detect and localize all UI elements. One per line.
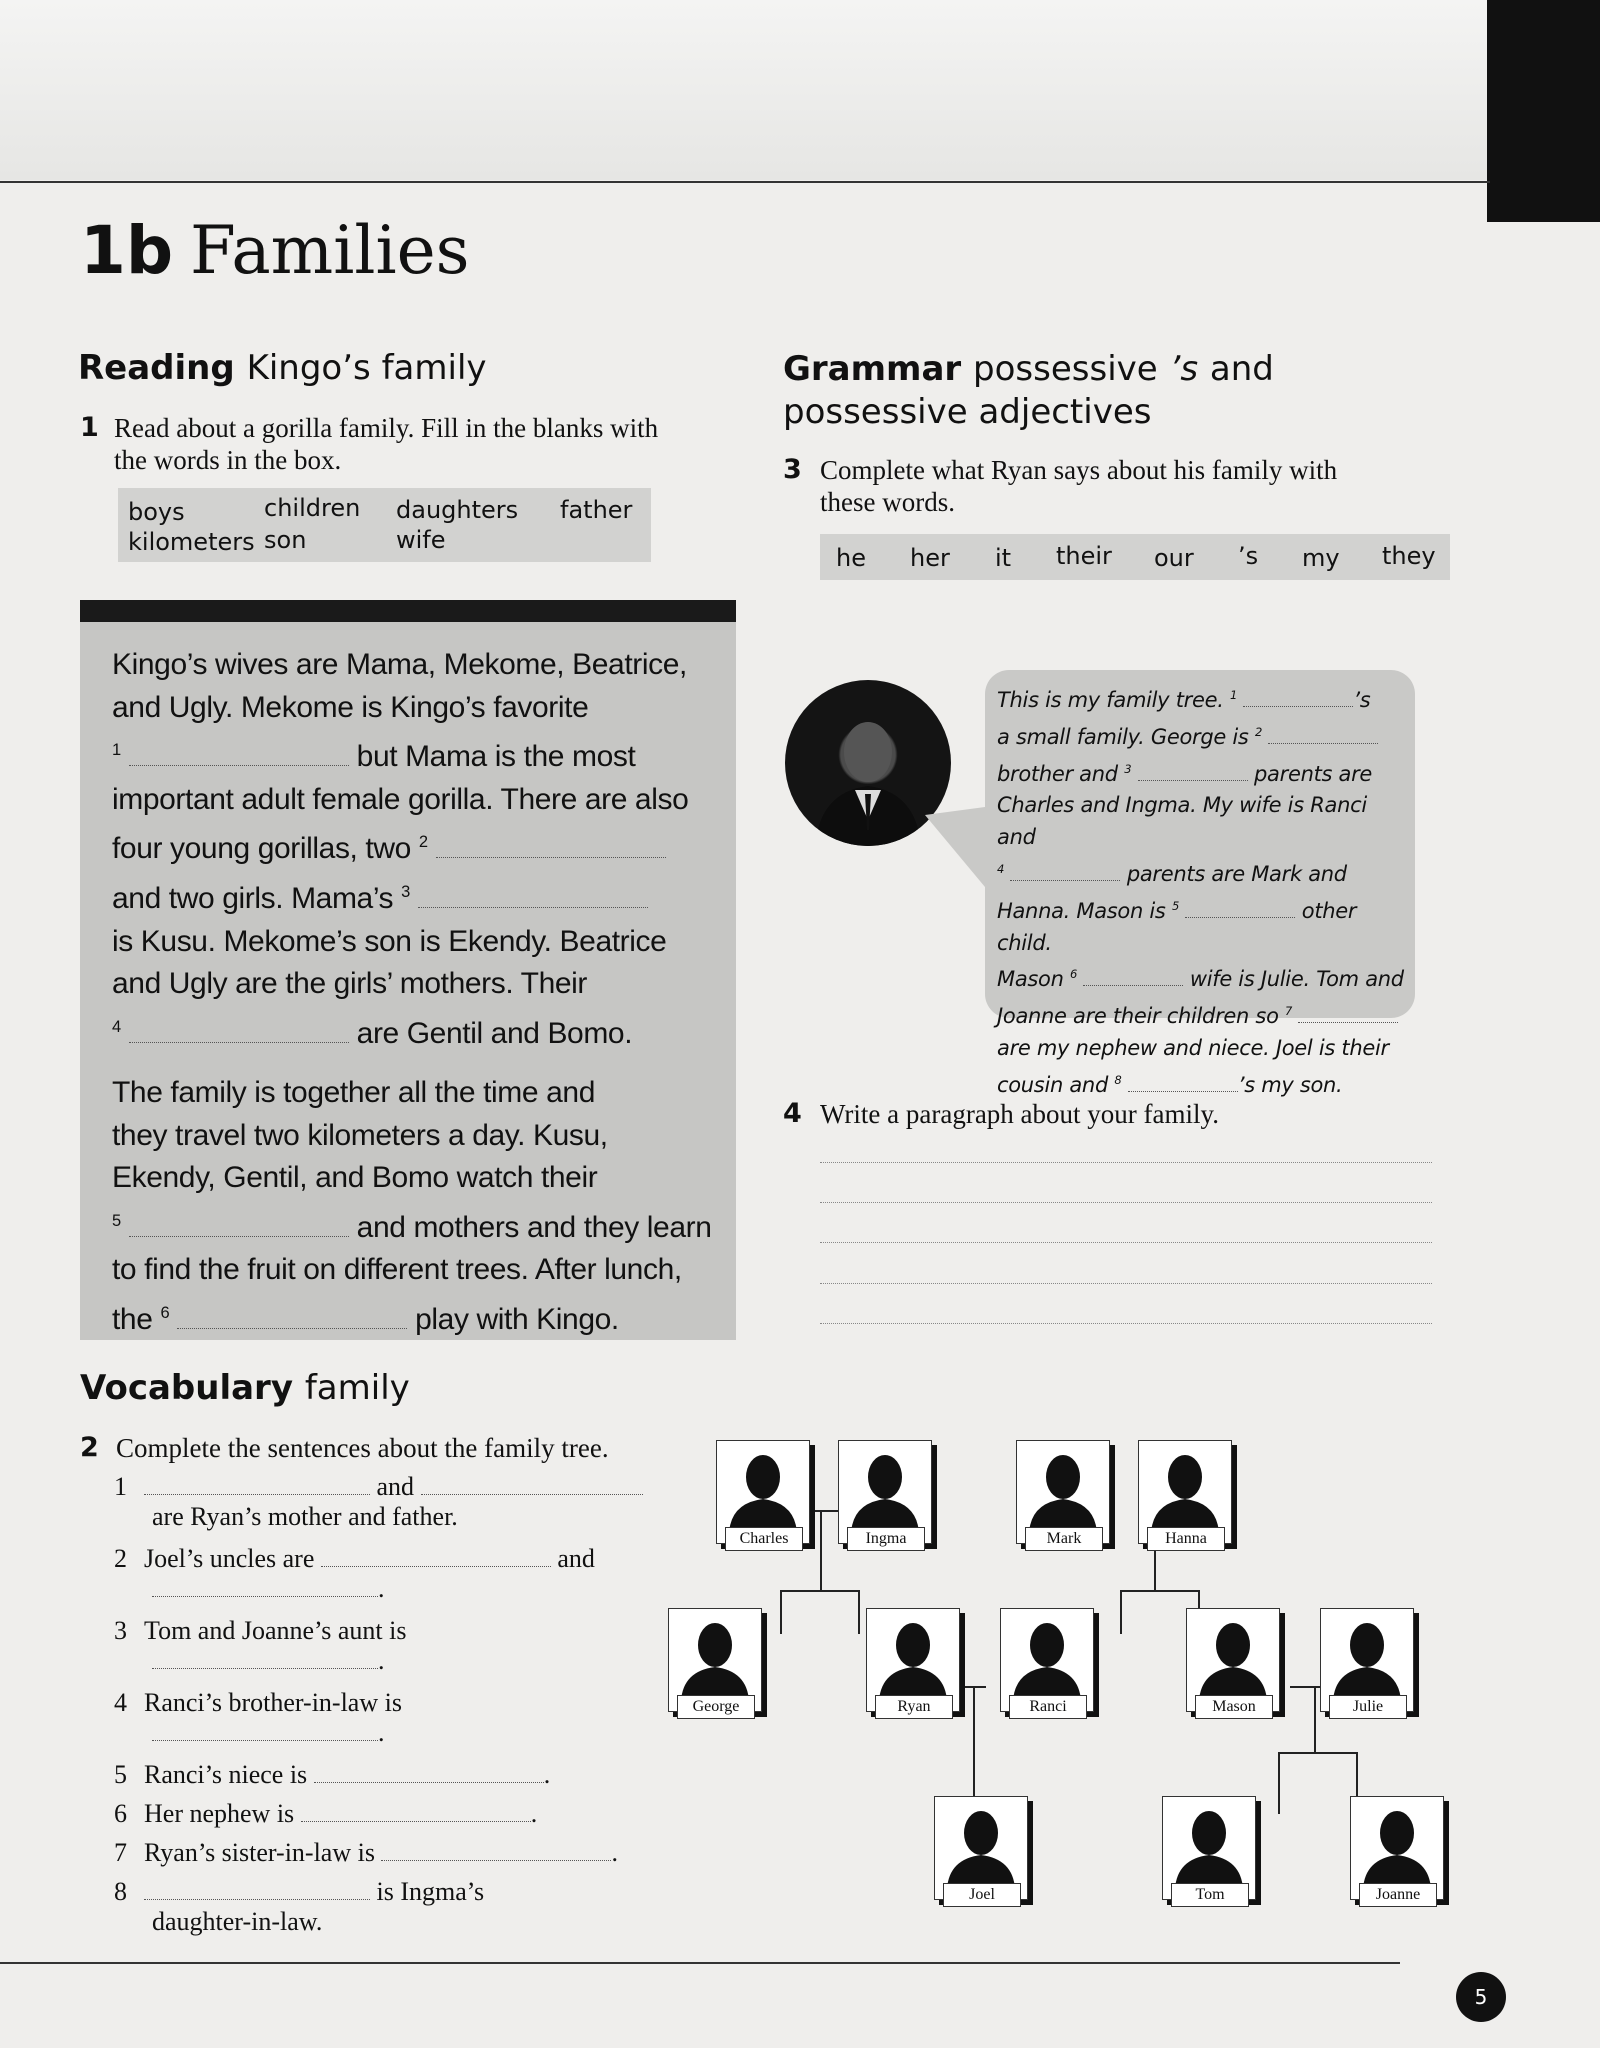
reading-box-header-bar xyxy=(80,600,736,622)
answer-blank[interactable] xyxy=(1298,1006,1398,1023)
answer-blank[interactable] xyxy=(1010,864,1120,881)
writing-line[interactable] xyxy=(820,1162,1432,1163)
reading-paragraph-1: Kingo’s wives are Mama, Mekome, Beatrice, and Ugly. Mekome is Kingo’s favorite $^1$ but Mama is the most important adult female gorilla. There are also four young gorillas, two $^2$ and two girls. Mama’s $^3$ is Kusu. Mekome’s son is Ekendy. Beatrice and Ugly are the girls’ mothers. Their $^4$ are Gentil and Bomo. xyxy=(112,648,689,1050)
word: children xyxy=(264,494,361,522)
answer-blank[interactable] xyxy=(152,1718,378,1741)
answer-blank[interactable] xyxy=(314,1760,544,1783)
vocab-item: 3 Tom and Joanne’s aunt is . xyxy=(114,1616,407,1675)
answer-blank[interactable] xyxy=(418,885,648,908)
heading-topic: Kingo’s family xyxy=(246,348,487,388)
grammar-heading: Grammar possessive ’s and possessive adjectives xyxy=(783,349,1274,432)
exercise-number: 3 xyxy=(783,454,802,485)
answer-blank[interactable] xyxy=(1243,690,1353,707)
family-member-name: Julie xyxy=(1329,1695,1407,1719)
word-box xyxy=(118,488,651,562)
word: their xyxy=(1056,542,1112,570)
family-member xyxy=(1320,1608,1414,1715)
word: boys xyxy=(128,498,185,526)
top-rule xyxy=(0,181,1490,183)
vocab-item: 2 Joel’s uncles are and . xyxy=(114,1544,595,1603)
family-member-name: Joel xyxy=(943,1883,1021,1907)
answer-blank[interactable] xyxy=(381,1838,611,1861)
page-number: 5 xyxy=(1456,1972,1506,2022)
answer-blank[interactable] xyxy=(129,743,349,766)
reading-text-box xyxy=(80,600,736,1340)
word: her xyxy=(910,544,950,572)
answer-blank[interactable] xyxy=(144,1472,370,1495)
family-member xyxy=(668,1608,762,1715)
family-member xyxy=(866,1608,960,1715)
family-member-name: Charles xyxy=(725,1527,803,1551)
writing-line[interactable] xyxy=(820,1202,1432,1203)
exercise-instruction: Complete what Ryan says about his family with these words. xyxy=(820,455,1338,517)
vocab-item: 5 Ranci’s niece is . xyxy=(114,1760,551,1789)
word: kilometers xyxy=(128,528,255,556)
ryan-text: This is my family tree. $^1$ ’s a small family. George is $^2$ brother and $^3$ parents are Charles and Ingma. My wife is Ranci and $^4$ parents are Mark and Hanna. Mason is $^5$ other child. Mason $^6$ wife is Julie. Tom and Joanne are their children so $^7$ are my nephew and niece. Joel is their cousin and $^8$ ’s my son. xyxy=(997,688,1404,1097)
family-member-name: Mason xyxy=(1195,1695,1273,1719)
reading-paragraph-2: The family is together all the time and they travel two kilometers a day. Kusu, Ekendy, Gentil, and Bomo watch their $^5$ and mothers and they learn to find the fruit on different trees. After lunch, the $^6$ play with Kingo. xyxy=(112,1076,712,1336)
word: they xyxy=(1382,542,1436,570)
answer-blank[interactable] xyxy=(436,835,666,858)
family-member-name: George xyxy=(677,1695,755,1719)
exercise-instruction: Write a paragraph about your family. xyxy=(820,1099,1220,1129)
reading-heading xyxy=(78,348,487,388)
family-member xyxy=(1000,1608,1094,1715)
word: ’s xyxy=(1238,542,1259,570)
answer-blank[interactable] xyxy=(1138,764,1248,781)
family-member-name: Ryan xyxy=(875,1695,953,1719)
bottom-rule xyxy=(0,1962,1400,1964)
vocab-item: 8 is Ingma’s daughter-in-law. xyxy=(114,1877,485,1936)
word: wife xyxy=(396,526,446,554)
answer-blank[interactable] xyxy=(1185,901,1295,918)
answer-blank[interactable] xyxy=(144,1877,370,1900)
vocab-item: 6 Her nephew is . xyxy=(114,1799,538,1828)
family-member-name: Mark xyxy=(1025,1527,1103,1551)
word: daughters xyxy=(396,496,519,524)
vocab-item: 4 Ranci’s brother-in-law is . xyxy=(114,1688,402,1747)
word: son xyxy=(264,526,307,554)
answer-blank[interactable] xyxy=(301,1799,531,1822)
family-member xyxy=(1162,1796,1256,1903)
heading-label: Reading xyxy=(78,348,235,388)
family-member xyxy=(716,1440,810,1547)
family-member-name: Ingma xyxy=(847,1527,925,1551)
family-member xyxy=(1350,1796,1444,1903)
answer-blank[interactable] xyxy=(1268,727,1378,744)
vocab-item: 1 and are Ryan’s mother and father. xyxy=(114,1472,674,1532)
family-member-name: Ranci xyxy=(1009,1695,1087,1719)
speech-bubble xyxy=(985,670,1415,1097)
answer-blank[interactable] xyxy=(152,1574,378,1597)
word: father xyxy=(560,496,633,524)
answer-blank[interactable] xyxy=(177,1306,407,1329)
family-member xyxy=(838,1440,932,1547)
family-member xyxy=(1138,1440,1232,1547)
scan-top-margin xyxy=(0,0,1600,180)
exercise-number: 1 xyxy=(80,412,99,443)
answer-blank[interactable] xyxy=(1083,969,1183,986)
family-member xyxy=(1186,1608,1280,1715)
writing-line[interactable] xyxy=(820,1323,1432,1324)
vocabulary-heading: Vocabulary family xyxy=(80,1368,410,1408)
lesson-title: Families xyxy=(190,212,470,289)
word-box xyxy=(820,534,1450,580)
exercise-instruction: Read about a gorilla family. Fill in the blanks with the words in the box. xyxy=(114,413,659,475)
answer-blank[interactable] xyxy=(129,1020,349,1043)
answer-blank[interactable] xyxy=(321,1544,551,1567)
family-member-name: Joanne xyxy=(1359,1883,1437,1907)
answer-blank[interactable] xyxy=(129,1214,349,1237)
family-member xyxy=(934,1796,1028,1903)
word: my xyxy=(1302,544,1340,572)
answer-blank[interactable] xyxy=(1128,1075,1238,1092)
word: he xyxy=(836,544,866,572)
writing-line[interactable] xyxy=(820,1242,1432,1243)
family-member xyxy=(1016,1440,1110,1547)
family-member-name: Tom xyxy=(1171,1883,1249,1907)
page-corner-tab xyxy=(1487,0,1600,222)
exercise-number: 4 xyxy=(783,1098,802,1129)
answer-blank[interactable] xyxy=(152,1646,378,1669)
word: our xyxy=(1154,544,1194,572)
family-member-name: Hanna xyxy=(1147,1527,1225,1551)
exercise-number: 2 xyxy=(80,1432,99,1463)
answer-blank[interactable] xyxy=(421,1472,643,1495)
word: it xyxy=(995,544,1012,572)
vocab-item: 7 Ryan’s sister-in-law is . xyxy=(114,1838,618,1867)
exercise-instruction: Complete the sentences about the family tree. xyxy=(116,1433,609,1463)
writing-line[interactable] xyxy=(820,1283,1432,1284)
lesson-number: 1b xyxy=(80,212,174,289)
